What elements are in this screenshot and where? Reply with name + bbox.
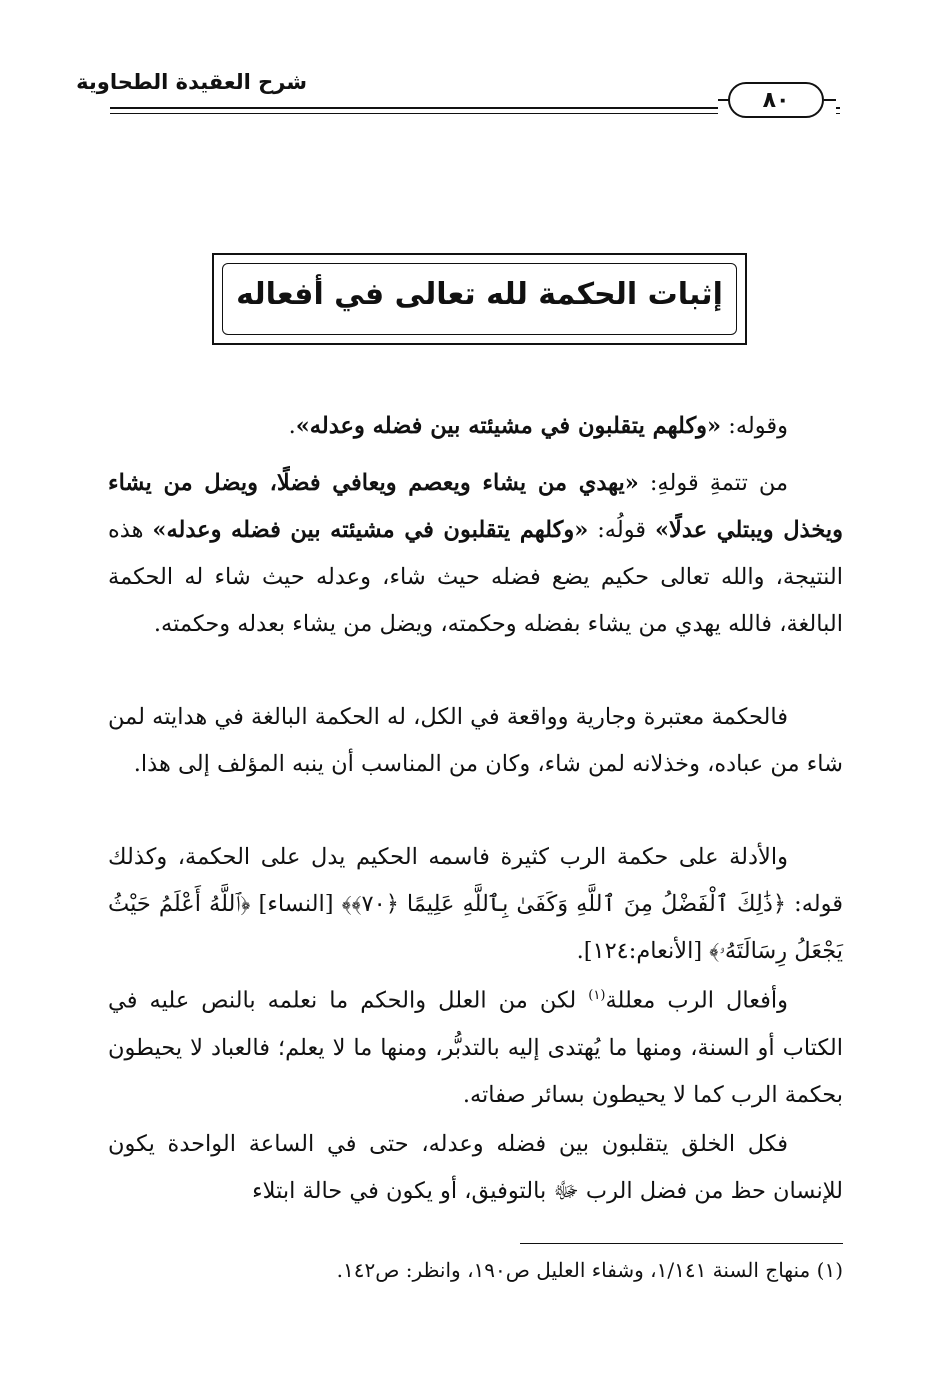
paragraph-5-lead: وأفعال الرب معللة bbox=[605, 987, 788, 1014]
paragraph-3-text: فالحكمة معتبرة وجارية وواقعة في الكل، له الحكمة البالغة في هدايته لمن شاء من عباده، وخذلانه لمن شاء، وكان من المناسب أن ينبه المؤلف إلى هذا. bbox=[108, 704, 843, 777]
paragraph-5-body: لكن من العلل والحكم ما نعلمه بالنص عليه في الكتاب أو السنة، ومنها ما يُهتدى إليه بالتدبُّر، ومنها ما لا يعلم؛ فالعباد لا يحيطون بحكمة الرب كما لا يحيطون بسائر صفاته. bbox=[108, 987, 843, 1108]
paragraph-1-end: . bbox=[288, 413, 296, 439]
paragraph-1-text: وقوله: bbox=[721, 413, 788, 439]
footnote-marker[interactable]: (١) bbox=[588, 988, 606, 1003]
page-number-badge bbox=[718, 79, 836, 125]
paragraph-2-body: هذه النتيجة، والله تعالى حكيم يضع فضله حيث شاء، وعدله حيث شاء له الحكمة البالغة، فالله يهدي من يشاء بفضله وحكمته، ويضل من يشاء بعدله وحكمته. bbox=[108, 517, 843, 637]
paragraph-3 bbox=[108, 694, 843, 788]
paragraph-2-quote-1: «يهدي من يشاء ويعصم ويعافي فضلًا، ويضل من يشاء ويخذل ويبتلي عدلًا» bbox=[108, 470, 844, 543]
paragraph-1 bbox=[108, 403, 843, 450]
paragraph-6-text: فكل الخلق يتقلبون بين فضله وعدله، حتى في الساعة الواحدة يكون للإنسان حظ من فضل الرب ﷻ بالتوفيق، أو يكون في حالة ابتلاء bbox=[108, 1131, 843, 1204]
section-title: إثبات الحكمة لله تعالى في أفعاله bbox=[236, 277, 723, 312]
paragraph-5 bbox=[108, 972, 843, 1119]
page-number: ٨٠ bbox=[762, 88, 790, 113]
paragraph-2-lead: من تتمةِ قولهِ: bbox=[638, 470, 788, 496]
paragraph-2 bbox=[108, 460, 843, 648]
paragraph-6 bbox=[108, 1121, 843, 1215]
footnote-separator bbox=[520, 1243, 843, 1244]
running-head-title: شرح العقيدة الطحاوية bbox=[76, 70, 307, 94]
page-number-ornament-right bbox=[824, 99, 836, 101]
page-number-frame bbox=[728, 82, 824, 118]
paragraph-4 bbox=[108, 834, 843, 975]
paragraph-2-quote-2: «وكلهم يتقلبون في مشيئته بين فضله وعدله» bbox=[152, 517, 589, 543]
paragraph-2-connector: قولُه: bbox=[588, 517, 655, 543]
footnote-1: (١) منهاج السنة ١/١٤١، وشفاء العليل ص١٩٠، وانظر: ص١٤٢. bbox=[336, 1258, 843, 1282]
paragraph-1-quote: «وكلهم يتقلبون في مشيئته بين فضله وعدله» bbox=[295, 413, 722, 439]
paragraph-4-text: والأدلة على حكمة الرب كثيرة فاسمه الحكيم يدل على الحكمة، وكذلك قوله: ﴿ذَٰلِكَ ٱلْفَضْلُ مِنَ ٱللَّهِ وَكَفَىٰ بِٱللَّهِ عَلِيمًا ﴿٧٠﴾﴾ [النساء] ﴿ٱللَّهُ أَعْلَمُ حَيْثُ يَجْعَلُ رِسَالَتَهُۥ﴾ [الأنعام:١٢٤]. bbox=[108, 844, 843, 964]
